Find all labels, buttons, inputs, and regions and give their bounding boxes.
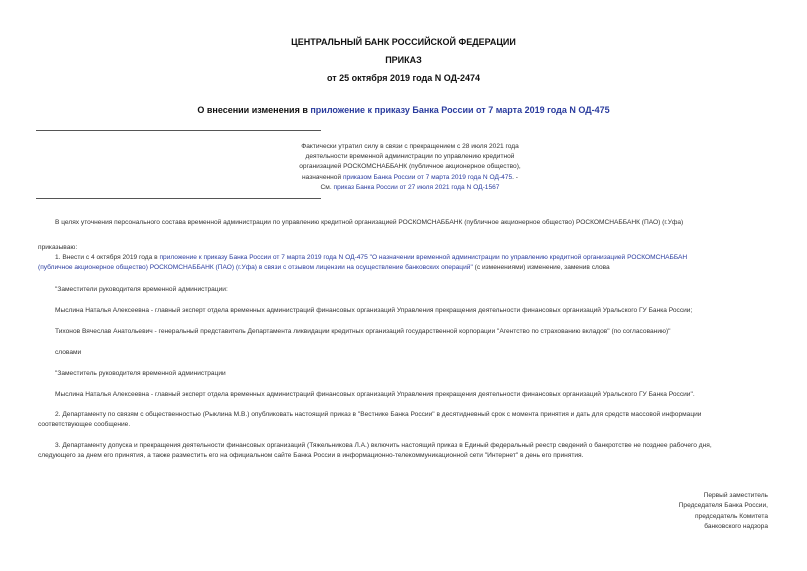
note-line-3: организацией РОСКОМСНАББАНК (публичное акционерное общество), xyxy=(299,163,521,171)
words-connector: словами xyxy=(55,349,82,356)
person-2: Тихонов Вячеслав Анатольевич - генеральный представитель Департамента ликвидации кредитных организаций государственной корпорации "Агентство по страхованию вкладов" (по согласованию)" xyxy=(55,328,671,335)
item-1-line-1 xyxy=(38,253,790,263)
item-2-line-2: соответствующее сообщение. xyxy=(38,421,131,428)
signature-line-1: Первый заместитель xyxy=(703,492,768,499)
signature-line-2: Председателя Банка России, xyxy=(678,502,768,510)
item-1-link-title-cont[interactable]: (публичное акционерное общество) РОСКОМСНАББАНК (ПАО) (г.Уфа) в связи с отзывом лицензии на осуществление банковских операций" xyxy=(38,264,473,271)
note-line-1: Фактически утратил силу в связи с прекращением с 28 июля 2021 года xyxy=(301,143,519,150)
item-1-link-title[interactable]: "О назначении временной администрации по управлению кредитной организацией РОСКОМСНАББАН xyxy=(367,254,688,261)
signature-line-4: банковского надзора xyxy=(704,523,768,531)
note-link-od-1567[interactable]: приказ Банка России от 27 июля 2021 года N ОД-1567 xyxy=(333,183,500,191)
note-line-2: деятельности временной администрации по управлению кредитной xyxy=(305,153,515,161)
item-2-line-1: 2. Департаменту по связям с общественностью (Рыклина М.В.) опубликовать настоящий приказ в "Вестнике Банка России" в десятидневный срок с момента принятия и дать для средств массовой информации xyxy=(55,411,702,418)
quote-old-heading: "Заместители руководителя временной администрации: xyxy=(55,286,228,293)
order-word: приказываю: xyxy=(38,244,78,251)
item-3-line-1: 3. Департаменту допуска и прекращения деятельности финансовых организаций (Тяжельникова Л.А.) включить настоящий приказ в Единый федеральный реестр сведений о банкротстве не позднее рабочего дня, xyxy=(55,442,712,449)
divider-bottom xyxy=(36,198,321,199)
signature-line-3: председатель Комитета xyxy=(694,512,768,520)
item-1-line-2 xyxy=(38,263,773,273)
person-1: Мыслина Наталья Алексеевна - главный эксперт отдела временных администраций финансовых организаций Управления прекращения деятельности финансовых организаций Уральского ГУ Банка России; xyxy=(55,307,693,314)
note-line-5-prefix: См. xyxy=(320,183,334,191)
note-line-5 xyxy=(260,183,560,193)
title-prefix: О внесении изменения в xyxy=(197,105,311,115)
org-heading: ЦЕНТРАЛЬНЫЙ БАНК РОССИЙСКОЙ ФЕДЕРАЦИИ xyxy=(291,37,516,47)
note-line-4-prefix: назначенной xyxy=(301,173,343,181)
divider-top xyxy=(36,130,321,131)
note-line-4 xyxy=(260,173,560,183)
item-3-line-2: следующего за днем его принятия, а также разместить его на официальном сайте Банка России в информационно-телекоммуникационной сети "Интернет" в день его принятия. xyxy=(38,452,584,459)
date-number-heading: от 25 октября 2019 года N ОД-2474 xyxy=(326,73,481,83)
signature-block xyxy=(580,491,768,533)
item-1-suffix: (с изменениями) изменение, заменив слова xyxy=(472,264,610,271)
document-title xyxy=(0,105,807,115)
note-link-od-475[interactable]: приказом Банка России от 7 марта 2019 года N ОД-475 xyxy=(342,173,513,181)
note-line-4-suffix: . - xyxy=(512,173,519,181)
intro-paragraph: В целях уточнения персонального состава временной администрации по управлению кредитной организацией РОСКОМСНАББАНК (публичное акционерное общество) РОСКОМСНАББАНК (ПАО) (г.Уфа) xyxy=(55,219,684,226)
title-link[interactable]: приложение к приказу Банка России от 7 марта 2019 года N ОД-475 xyxy=(310,105,610,115)
item-1-link-appendix[interactable]: приложение к приказу Банка России от 7 марта 2019 года N ОД-475 xyxy=(159,254,368,261)
doc-type-heading: ПРИКАЗ xyxy=(385,55,422,65)
status-note xyxy=(260,142,560,193)
quote-new-heading: "Заместитель руководителя временной администрации xyxy=(55,370,226,377)
item-1-prefix: 1. Внести с 4 октября 2019 года в xyxy=(55,254,160,261)
person-3: Мыслина Наталья Алексеевна - главный эксперт отдела временных администраций финансовых организаций Управления прекращения деятельности финансовых организаций Уральского ГУ Банка России". xyxy=(55,391,695,398)
